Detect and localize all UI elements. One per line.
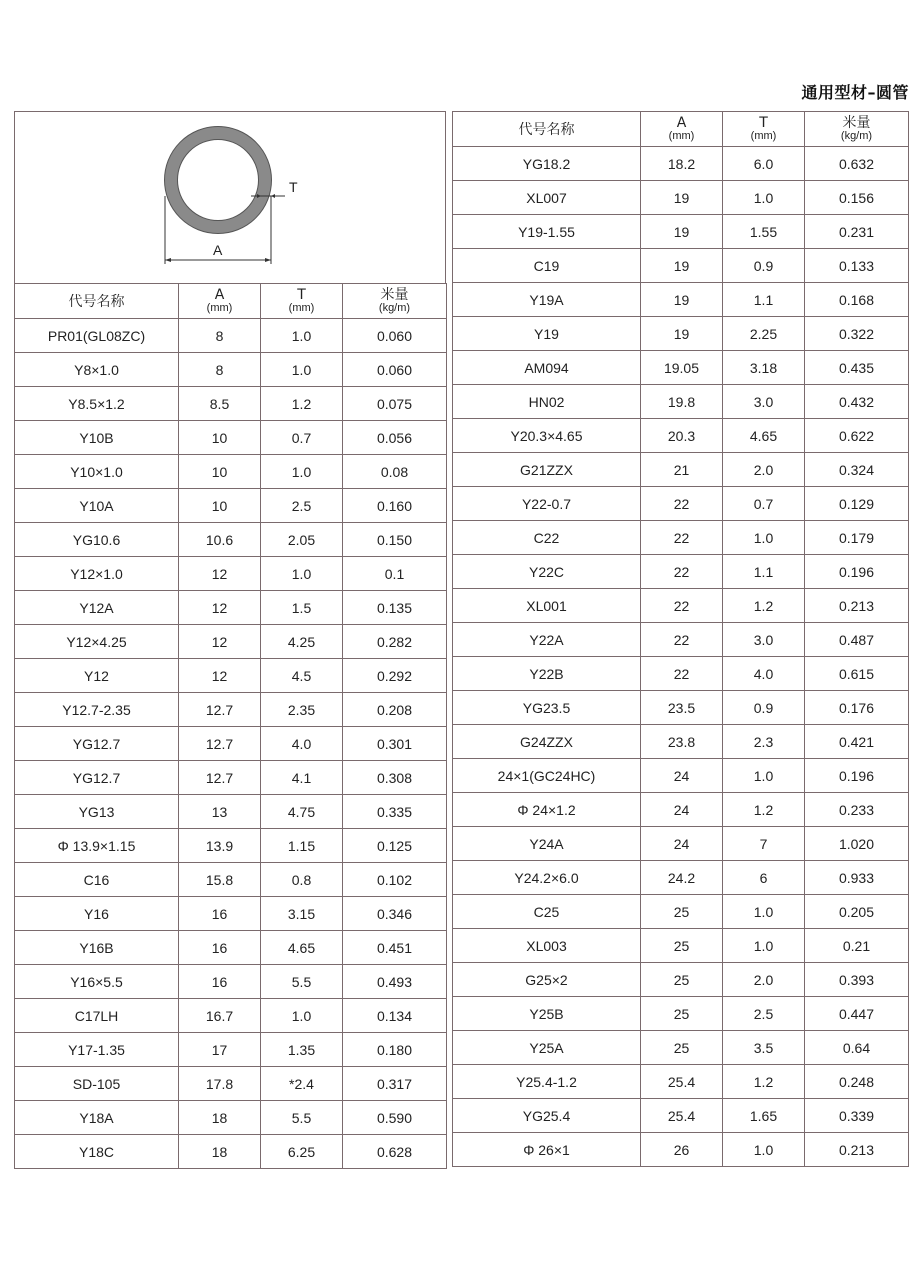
- cell-code-name: C19: [453, 249, 641, 283]
- cell-weight-kg-m: 0.180: [343, 1033, 447, 1067]
- header-row: [15, 284, 447, 319]
- cell-code-name: YG13: [15, 795, 179, 829]
- cell-code-name: G24ZZX: [453, 725, 641, 759]
- table-row: [453, 1031, 909, 1065]
- cell-weight-kg-m: 0.301: [343, 727, 447, 761]
- cell-t-mm: 1.0: [261, 353, 343, 387]
- cell-a-mm: 15.8: [179, 863, 261, 897]
- table-row: [15, 421, 447, 455]
- tube-cross-section-diagram: [14, 111, 446, 283]
- right-spec-table: [452, 111, 909, 1167]
- cell-code-name: Y8×1.0: [15, 353, 179, 387]
- cell-code-name: Y18C: [15, 1135, 179, 1169]
- table-row: [453, 555, 909, 589]
- cell-t-mm: 1.2: [261, 387, 343, 421]
- cell-code-name: Y25B: [453, 997, 641, 1031]
- cell-t-mm: 3.15: [261, 897, 343, 931]
- cell-a-mm: 22: [641, 589, 723, 623]
- cell-weight-kg-m: 0.435: [805, 351, 909, 385]
- cell-t-mm: 1.65: [723, 1099, 805, 1133]
- cell-code-name: Y12×4.25: [15, 625, 179, 659]
- table-row: [453, 589, 909, 623]
- cell-weight-kg-m: 0.346: [343, 897, 447, 931]
- table-row: [453, 181, 909, 215]
- table-row: [15, 319, 447, 353]
- cell-t-mm: 2.3: [723, 725, 805, 759]
- cell-a-mm: 24: [641, 827, 723, 861]
- cell-code-name: Y24.2×6.0: [453, 861, 641, 895]
- cell-t-mm: 2.0: [723, 453, 805, 487]
- cell-weight-kg-m: 0.196: [805, 759, 909, 793]
- header-weight: 米量 (kg/m): [805, 112, 909, 147]
- cell-t-mm: 4.65: [261, 931, 343, 965]
- table-row: [453, 283, 909, 317]
- left-spec-table: [14, 283, 447, 1169]
- table-row: [453, 215, 909, 249]
- cell-weight-kg-m: 0.102: [343, 863, 447, 897]
- page-title: 通用型材–圆管: [801, 83, 909, 102]
- table-row: [15, 829, 447, 863]
- cell-a-mm: 13.9: [179, 829, 261, 863]
- cell-weight-kg-m: 0.335: [343, 795, 447, 829]
- cell-code-name: C16: [15, 863, 179, 897]
- cell-weight-kg-m: 0.233: [805, 793, 909, 827]
- cell-weight-kg-m: 0.213: [805, 589, 909, 623]
- cell-a-mm: 12: [179, 659, 261, 693]
- cell-t-mm: 2.25: [723, 317, 805, 351]
- table-row: [453, 385, 909, 419]
- table-row: [453, 691, 909, 725]
- cell-weight-kg-m: 0.615: [805, 657, 909, 691]
- cell-code-name: Y25A: [453, 1031, 641, 1065]
- cell-t-mm: 1.2: [723, 589, 805, 623]
- cell-a-mm: 22: [641, 555, 723, 589]
- cell-t-mm: 6: [723, 861, 805, 895]
- cell-code-name: Y12A: [15, 591, 179, 625]
- table-row: [15, 455, 447, 489]
- cell-t-mm: 2.35: [261, 693, 343, 727]
- cell-code-name: Y19: [453, 317, 641, 351]
- table-row: [453, 895, 909, 929]
- cell-code-name: C17LH: [15, 999, 179, 1033]
- table-row: [453, 827, 909, 861]
- cell-t-mm: 1.0: [723, 929, 805, 963]
- cell-weight-kg-m: 0.176: [805, 691, 909, 725]
- cell-t-mm: 4.25: [261, 625, 343, 659]
- cell-weight-kg-m: 0.179: [805, 521, 909, 555]
- cell-code-name: YG12.7: [15, 761, 179, 795]
- cell-a-mm: 12.7: [179, 727, 261, 761]
- cell-weight-kg-m: 0.168: [805, 283, 909, 317]
- table-row: [15, 387, 447, 421]
- cell-t-mm: 4.1: [261, 761, 343, 795]
- cell-a-mm: 24: [641, 759, 723, 793]
- cell-t-mm: 2.0: [723, 963, 805, 997]
- cell-t-mm: 0.8: [261, 863, 343, 897]
- cell-weight-kg-m: 0.324: [805, 453, 909, 487]
- cell-a-mm: 26: [641, 1133, 723, 1167]
- cell-t-mm: 1.0: [261, 557, 343, 591]
- cell-code-name: Y8.5×1.2: [15, 387, 179, 421]
- cell-weight-kg-m: 0.282: [343, 625, 447, 659]
- cell-a-mm: 17.8: [179, 1067, 261, 1101]
- cell-code-name: Y10B: [15, 421, 179, 455]
- cell-t-mm: 7: [723, 827, 805, 861]
- cell-weight-kg-m: 0.205: [805, 895, 909, 929]
- cell-a-mm: 10.6: [179, 523, 261, 557]
- cell-code-name: G21ZZX: [453, 453, 641, 487]
- cell-a-mm: 16: [179, 897, 261, 931]
- cell-t-mm: 1.0: [723, 895, 805, 929]
- cell-code-name: Y12: [15, 659, 179, 693]
- cell-t-mm: 6.0: [723, 147, 805, 181]
- table-row: [453, 657, 909, 691]
- cell-weight-kg-m: 0.393: [805, 963, 909, 997]
- table-row: [453, 929, 909, 963]
- cell-code-name: Y25.4-1.2: [453, 1065, 641, 1099]
- table-row: [15, 353, 447, 387]
- table-row: [15, 1067, 447, 1101]
- header-name: 代号名称: [15, 284, 179, 319]
- cell-a-mm: 25.4: [641, 1065, 723, 1099]
- table-row: [15, 523, 447, 557]
- table-row: [453, 317, 909, 351]
- cell-t-mm: 0.7: [723, 487, 805, 521]
- cell-code-name: YG10.6: [15, 523, 179, 557]
- table-row: [15, 625, 447, 659]
- cell-t-mm: 1.0: [723, 181, 805, 215]
- cell-code-name: 24×1(GC24HC): [453, 759, 641, 793]
- table-row: [453, 1099, 909, 1133]
- cell-a-mm: 8: [179, 319, 261, 353]
- cell-a-mm: 18: [179, 1101, 261, 1135]
- cell-a-mm: 8: [179, 353, 261, 387]
- cell-code-name: Y16: [15, 897, 179, 931]
- cell-code-name: Y12.7-2.35: [15, 693, 179, 727]
- header-name: 代号名称: [453, 112, 641, 147]
- cell-code-name: YG12.7: [15, 727, 179, 761]
- cell-a-mm: 25: [641, 929, 723, 963]
- cell-t-mm: 2.05: [261, 523, 343, 557]
- cell-a-mm: 23.8: [641, 725, 723, 759]
- table-row: [453, 419, 909, 453]
- cell-weight-kg-m: 0.150: [343, 523, 447, 557]
- cell-code-name: Y22A: [453, 623, 641, 657]
- cell-code-name: Y24A: [453, 827, 641, 861]
- table-row: [15, 693, 447, 727]
- cell-a-mm: 17: [179, 1033, 261, 1067]
- cell-weight-kg-m: 0.933: [805, 861, 909, 895]
- cell-t-mm: 1.0: [261, 999, 343, 1033]
- cell-a-mm: 10: [179, 455, 261, 489]
- cell-a-mm: 12: [179, 557, 261, 591]
- cell-weight-kg-m: 0.056: [343, 421, 447, 455]
- header-a: A (mm): [641, 112, 723, 147]
- cell-t-mm: 1.1: [723, 283, 805, 317]
- cell-a-mm: 25: [641, 895, 723, 929]
- cell-weight-kg-m: 0.487: [805, 623, 909, 657]
- table-row: [453, 623, 909, 657]
- table-row: [15, 659, 447, 693]
- table-row: [453, 487, 909, 521]
- cell-weight-kg-m: 0.432: [805, 385, 909, 419]
- cell-a-mm: 19: [641, 249, 723, 283]
- header-t: T (mm): [723, 112, 805, 147]
- cell-weight-kg-m: 0.308: [343, 761, 447, 795]
- cell-code-name: HN02: [453, 385, 641, 419]
- cell-t-mm: 1.0: [261, 455, 343, 489]
- table-row: [15, 727, 447, 761]
- cell-code-name: Y10A: [15, 489, 179, 523]
- cell-a-mm: 24: [641, 793, 723, 827]
- cell-a-mm: 16: [179, 931, 261, 965]
- table-row: [453, 963, 909, 997]
- table-row: [453, 725, 909, 759]
- cell-code-name: Φ 26×1: [453, 1133, 641, 1167]
- cell-weight-kg-m: 0.317: [343, 1067, 447, 1101]
- table-row: [453, 249, 909, 283]
- cell-weight-kg-m: 0.21: [805, 929, 909, 963]
- cell-code-name: XL001: [453, 589, 641, 623]
- left-panel: [14, 111, 446, 1169]
- table-row: [15, 863, 447, 897]
- table-row: [453, 147, 909, 181]
- cell-code-name: C22: [453, 521, 641, 555]
- cell-weight-kg-m: 0.075: [343, 387, 447, 421]
- cell-code-name: YG23.5: [453, 691, 641, 725]
- cell-code-name: AM094: [453, 351, 641, 385]
- cell-t-mm: 1.0: [723, 1133, 805, 1167]
- cell-t-mm: 1.55: [723, 215, 805, 249]
- cell-code-name: Y19A: [453, 283, 641, 317]
- cell-a-mm: 25: [641, 997, 723, 1031]
- cell-t-mm: 1.1: [723, 555, 805, 589]
- table-row: [15, 1101, 447, 1135]
- cell-t-mm: 1.35: [261, 1033, 343, 1067]
- cell-a-mm: 19: [641, 317, 723, 351]
- cell-a-mm: 19.05: [641, 351, 723, 385]
- cell-weight-kg-m: 0.447: [805, 997, 909, 1031]
- cell-code-name: Y16B: [15, 931, 179, 965]
- cell-weight-kg-m: 0.129: [805, 487, 909, 521]
- cell-weight-kg-m: 0.339: [805, 1099, 909, 1133]
- cell-weight-kg-m: 0.125: [343, 829, 447, 863]
- cell-a-mm: 12.7: [179, 761, 261, 795]
- table-row: [453, 1065, 909, 1099]
- cell-weight-kg-m: 1.020: [805, 827, 909, 861]
- cell-weight-kg-m: 0.632: [805, 147, 909, 181]
- cell-a-mm: 20.3: [641, 419, 723, 453]
- cell-weight-kg-m: 0.133: [805, 249, 909, 283]
- cell-t-mm: 2.5: [723, 997, 805, 1031]
- cell-t-mm: 5.5: [261, 1101, 343, 1135]
- cell-t-mm: 4.5: [261, 659, 343, 693]
- table-row: [15, 557, 447, 591]
- cell-weight-kg-m: 0.1: [343, 557, 447, 591]
- header-weight: 米量 (kg/m): [343, 284, 447, 319]
- table-row: [15, 591, 447, 625]
- cell-code-name: XL003: [453, 929, 641, 963]
- cell-code-name: Y22C: [453, 555, 641, 589]
- cell-a-mm: 22: [641, 487, 723, 521]
- cell-a-mm: 19: [641, 181, 723, 215]
- cell-a-mm: 24.2: [641, 861, 723, 895]
- table-row: [15, 761, 447, 795]
- cell-a-mm: 16.7: [179, 999, 261, 1033]
- header-a: A (mm): [179, 284, 261, 319]
- cell-t-mm: 2.5: [261, 489, 343, 523]
- cell-weight-kg-m: 0.493: [343, 965, 447, 999]
- cell-t-mm: 5.5: [261, 965, 343, 999]
- header-row: [453, 112, 909, 147]
- cell-a-mm: 25: [641, 1031, 723, 1065]
- round-tube-icon: [155, 126, 315, 266]
- table-row: [453, 1133, 909, 1167]
- cell-t-mm: 0.9: [723, 249, 805, 283]
- cell-t-mm: 1.0: [723, 759, 805, 793]
- cell-a-mm: 12: [179, 591, 261, 625]
- label-t: T: [289, 179, 298, 195]
- cell-t-mm: 3.18: [723, 351, 805, 385]
- cell-weight-kg-m: 0.292: [343, 659, 447, 693]
- cell-t-mm: 3.0: [723, 385, 805, 419]
- cell-weight-kg-m: 0.590: [343, 1101, 447, 1135]
- cell-code-name: Y10×1.0: [15, 455, 179, 489]
- cell-t-mm: 1.0: [261, 319, 343, 353]
- cell-code-name: C25: [453, 895, 641, 929]
- cell-a-mm: 19: [641, 283, 723, 317]
- cell-t-mm: 1.15: [261, 829, 343, 863]
- cell-code-name: Φ 24×1.2: [453, 793, 641, 827]
- right-panel: [452, 111, 908, 1167]
- cell-t-mm: 3.0: [723, 623, 805, 657]
- cell-t-mm: 1.2: [723, 793, 805, 827]
- cell-weight-kg-m: 0.622: [805, 419, 909, 453]
- cell-t-mm: 1.5: [261, 591, 343, 625]
- cell-code-name: Y16×5.5: [15, 965, 179, 999]
- cell-a-mm: 22: [641, 521, 723, 555]
- cell-weight-kg-m: 0.08: [343, 455, 447, 489]
- cell-a-mm: 25.4: [641, 1099, 723, 1133]
- table-row: [453, 759, 909, 793]
- cell-code-name: Y17-1.35: [15, 1033, 179, 1067]
- table-row: [15, 931, 447, 965]
- cell-a-mm: 10: [179, 489, 261, 523]
- cell-a-mm: 25: [641, 963, 723, 997]
- cell-code-name: Y20.3×4.65: [453, 419, 641, 453]
- cell-code-name: Y22-0.7: [453, 487, 641, 521]
- cell-code-name: PR01(GL08ZC): [15, 319, 179, 353]
- cell-a-mm: 13: [179, 795, 261, 829]
- cell-a-mm: 10: [179, 421, 261, 455]
- cell-code-name: SD-105: [15, 1067, 179, 1101]
- cell-t-mm: 4.0: [261, 727, 343, 761]
- cell-t-mm: 1.0: [723, 521, 805, 555]
- table-row: [453, 453, 909, 487]
- cell-t-mm: 0.9: [723, 691, 805, 725]
- cell-weight-kg-m: 0.248: [805, 1065, 909, 1099]
- cell-code-name: Y12×1.0: [15, 557, 179, 591]
- cell-code-name: YG18.2: [453, 147, 641, 181]
- cell-code-name: Y18A: [15, 1101, 179, 1135]
- cell-a-mm: 18: [179, 1135, 261, 1169]
- cell-a-mm: 21: [641, 453, 723, 487]
- cell-t-mm: 4.65: [723, 419, 805, 453]
- table-row: [15, 999, 447, 1033]
- table-row: [453, 793, 909, 827]
- cell-weight-kg-m: 0.421: [805, 725, 909, 759]
- cell-t-mm: *2.4: [261, 1067, 343, 1101]
- cell-a-mm: 16: [179, 965, 261, 999]
- cell-a-mm: 22: [641, 623, 723, 657]
- cell-t-mm: 3.5: [723, 1031, 805, 1065]
- cell-weight-kg-m: 0.208: [343, 693, 447, 727]
- cell-weight-kg-m: 0.156: [805, 181, 909, 215]
- table-row: [453, 997, 909, 1031]
- cell-weight-kg-m: 0.060: [343, 353, 447, 387]
- cell-code-name: G25×2: [453, 963, 641, 997]
- cell-weight-kg-m: 0.135: [343, 591, 447, 625]
- cell-code-name: Φ 13.9×1.15: [15, 829, 179, 863]
- table-row: [15, 489, 447, 523]
- cell-weight-kg-m: 0.322: [805, 317, 909, 351]
- cell-a-mm: 22: [641, 657, 723, 691]
- table-row: [453, 521, 909, 555]
- cell-weight-kg-m: 0.060: [343, 319, 447, 353]
- cell-t-mm: 4.0: [723, 657, 805, 691]
- cell-a-mm: 12: [179, 625, 261, 659]
- cell-weight-kg-m: 0.134: [343, 999, 447, 1033]
- table-row: [453, 861, 909, 895]
- cell-weight-kg-m: 0.628: [343, 1135, 447, 1169]
- label-a: A: [213, 242, 223, 258]
- cell-a-mm: 12.7: [179, 693, 261, 727]
- table-row: [15, 897, 447, 931]
- cell-a-mm: 19.8: [641, 385, 723, 419]
- cell-code-name: Y22B: [453, 657, 641, 691]
- cell-weight-kg-m: 0.451: [343, 931, 447, 965]
- cell-t-mm: 0.7: [261, 421, 343, 455]
- cell-weight-kg-m: 0.196: [805, 555, 909, 589]
- table-row: [15, 965, 447, 999]
- cell-weight-kg-m: 0.231: [805, 215, 909, 249]
- cell-a-mm: 8.5: [179, 387, 261, 421]
- table-row: [15, 1033, 447, 1067]
- cell-a-mm: 18.2: [641, 147, 723, 181]
- cell-a-mm: 19: [641, 215, 723, 249]
- cell-weight-kg-m: 0.160: [343, 489, 447, 523]
- cell-weight-kg-m: 0.213: [805, 1133, 909, 1167]
- header-t: T (mm): [261, 284, 343, 319]
- cell-t-mm: 4.75: [261, 795, 343, 829]
- cell-code-name: YG25.4: [453, 1099, 641, 1133]
- cell-weight-kg-m: 0.64: [805, 1031, 909, 1065]
- cell-code-name: Y19-1.55: [453, 215, 641, 249]
- cell-t-mm: 1.2: [723, 1065, 805, 1099]
- cell-t-mm: 6.25: [261, 1135, 343, 1169]
- table-row: [15, 795, 447, 829]
- table-row: [453, 351, 909, 385]
- cell-code-name: XL007: [453, 181, 641, 215]
- table-row: [15, 1135, 447, 1169]
- cell-a-mm: 23.5: [641, 691, 723, 725]
